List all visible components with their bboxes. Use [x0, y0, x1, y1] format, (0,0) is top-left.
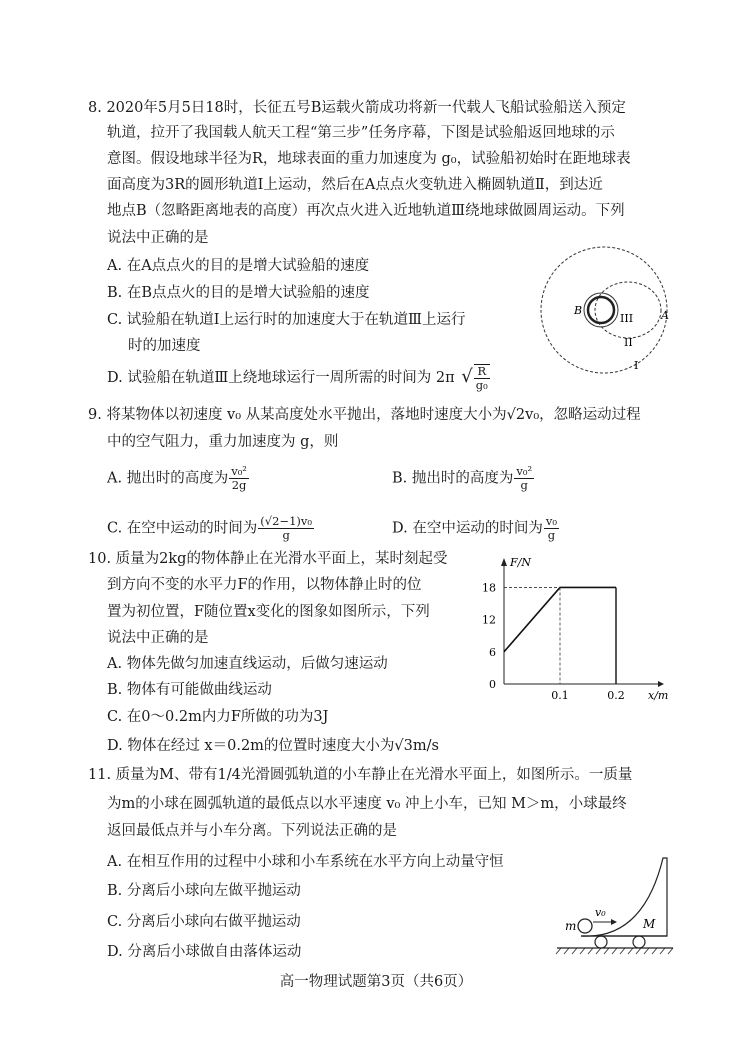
- label-m: m: [565, 919, 577, 933]
- q8-line-3: 意图。假设地球半径为R，地球表面的重力加速度为 g₀，试验船初始时在距地球表: [107, 151, 631, 167]
- q9-d-numerator: v₀: [545, 514, 557, 528]
- x-tick-label: 0.2: [607, 689, 625, 702]
- chart-marks: [504, 587, 616, 684]
- q11-line-2: 为m的小球在圆弧轨道的最低点以水平速度 v₀ 冲上小车，已知 M＞m，小球最终: [107, 796, 627, 812]
- q8-line-2: 轨道，拉开了我国载人航天工程“第三步”任务序幕，下图是试验船返回地球的示: [107, 125, 615, 141]
- q8-line-4: 面高度为3R的圆形轨道Ⅰ上运动，然后在A点点火变轨进入椭圆轨道Ⅱ，到达近: [107, 177, 603, 193]
- q9-b-denominator: g: [520, 478, 528, 492]
- q9-line-1: 9. 将某物体以初速度 v₀ 从某高度处水平抛出，落地时速度大小为√2v₀，忽略运动过程: [88, 407, 641, 423]
- label-b: B: [574, 304, 583, 317]
- q9-c-numerator: (√2−1)v₀: [260, 514, 312, 528]
- label-a: A: [661, 309, 669, 322]
- q8-option-d-text: D. 试验船在轨道Ⅲ上绕地球运行一周所需的时间为 2π: [107, 370, 455, 386]
- q8-option-b: B. 在B点点火的目的是增大试验船的速度: [107, 285, 370, 301]
- label-M: M: [643, 917, 656, 931]
- q9-option-c: [107, 515, 315, 542]
- q9-option-b-text: B. 抛出时的高度为: [392, 470, 514, 487]
- q8-option-d: [107, 364, 491, 392]
- x-tick-label: 0.1: [551, 689, 569, 702]
- q10-line-1: 10. 质量为2kg的物体静止在光滑水平面上，某时刻起受: [88, 551, 448, 567]
- x-axis-label: x/m: [648, 689, 669, 702]
- ball-circle: [578, 919, 592, 933]
- q10-line-4: 说法中正确的是: [107, 630, 209, 646]
- chart-axes: [501, 558, 664, 687]
- q11-line-3: 返回最低点并与小车分离。下列说法正确的是: [107, 823, 397, 839]
- chart-labels: [482, 556, 668, 702]
- q8-option-a: A. 在A点点火的目的是增大试验船的速度: [107, 258, 370, 274]
- y-axis-arrow: [501, 558, 507, 566]
- q10-option-d: D. 物体在经过 x＝0.2m的位置时速度大小为√3m/s: [107, 738, 439, 754]
- cart-diagram: [555, 850, 675, 960]
- q10-line-3: 置为初位置，F随位置x变化的图象如图所示，下列: [107, 604, 430, 620]
- q9-line-2: 中的空气阻力，重力加速度为 g，则: [107, 434, 339, 450]
- q9-option-d: [392, 515, 560, 542]
- q8-option-c-cont: 时的加速度: [128, 338, 201, 354]
- q9-option-a: [107, 465, 250, 492]
- q8-line-5: 地点B（忽略距离地表的高度）再次点火进入近地轨道Ⅲ绕地球做圆周运动。下列: [107, 203, 625, 219]
- q9-option-b: [392, 465, 535, 492]
- q8-line-6: 说法中正确的是: [107, 230, 209, 246]
- page-footer: 高一物理试题第3页（共6页）: [279, 974, 473, 990]
- q9-c-denominator: g: [282, 528, 290, 542]
- velocity-arrowhead: [611, 919, 617, 925]
- q8-line-1: 8. 2020年5月5日18时，长征五号B运载火箭成功将新一代载人飞船试验船送入预定: [88, 100, 626, 116]
- q10-option-c: C. 在0～0.2m内力F所做的功为3J: [107, 709, 329, 725]
- q9-d-denominator: g: [547, 528, 556, 542]
- label-i: I: [634, 359, 639, 372]
- y-axis-label: F/N: [510, 556, 531, 569]
- q8-option-c: C. 试验船在轨道Ⅰ上运行时的加速度大于在轨道Ⅲ上运行: [107, 312, 466, 328]
- y-tick-label: 0: [489, 678, 496, 691]
- wheel-right: [633, 936, 645, 948]
- q9-option-a-text: A. 抛出时的高度为: [107, 470, 229, 487]
- y-tick-label: 12: [482, 613, 496, 627]
- q8-sqrt-expr: √ $\frac{R}{\text{g₀}}$: [461, 364, 488, 392]
- q9-a-denominator: 2g: [231, 478, 247, 492]
- orbit-diagram: [538, 244, 672, 376]
- q11-option-c: C. 分离后小球向右做平抛运动: [107, 914, 301, 930]
- q9-b-numerator: v₀²: [516, 464, 533, 478]
- q9-option-d-text: D. 在空中运动的时间为: [392, 520, 543, 537]
- label-ii: II: [624, 336, 633, 349]
- wheel-left: [595, 936, 607, 948]
- x-axis-arrow: [658, 681, 664, 687]
- q9-a-numerator: v₀²: [231, 464, 247, 478]
- q10-option-b: B. 物体有可能做曲线运动: [107, 682, 272, 698]
- q11-option-b: B. 分离后小球向左做平抛运动: [107, 883, 301, 899]
- ground-hatching: [556, 948, 673, 954]
- y-tick-label: 6: [489, 645, 496, 659]
- label-iii: III: [620, 312, 634, 325]
- force-position-chart: [478, 552, 678, 712]
- q10-option-a: A. 物体先做匀加速直线运动，后做匀速运动: [107, 656, 388, 672]
- orbit-i-circle: [541, 247, 667, 373]
- q9-option-c-text: C. 在空中运动的时间为: [107, 520, 258, 537]
- q11-option-d: D. 分离后小球做自由落体运动: [107, 944, 302, 960]
- q11-option-a: A. 在相互作用的过程中小球和小车系统在水平方向上动量守恒: [107, 854, 504, 870]
- earth-circle: [588, 297, 614, 323]
- q11-line-1: 11. 质量为M、带有1/4光滑圆弧轨道的小车静止在光滑水平面上，如图所示。一质量: [88, 767, 633, 783]
- q10-line-2: 到方向不变的水平力F的作用，以物体静止时的位: [107, 577, 422, 593]
- q8-d-numerator: R: [474, 365, 490, 379]
- y-tick-label: 18: [482, 581, 496, 595]
- orbit-ii-ellipse: [595, 282, 661, 338]
- q8-d-denominator: g₀: [475, 378, 488, 392]
- label-v0: v₀: [595, 906, 606, 919]
